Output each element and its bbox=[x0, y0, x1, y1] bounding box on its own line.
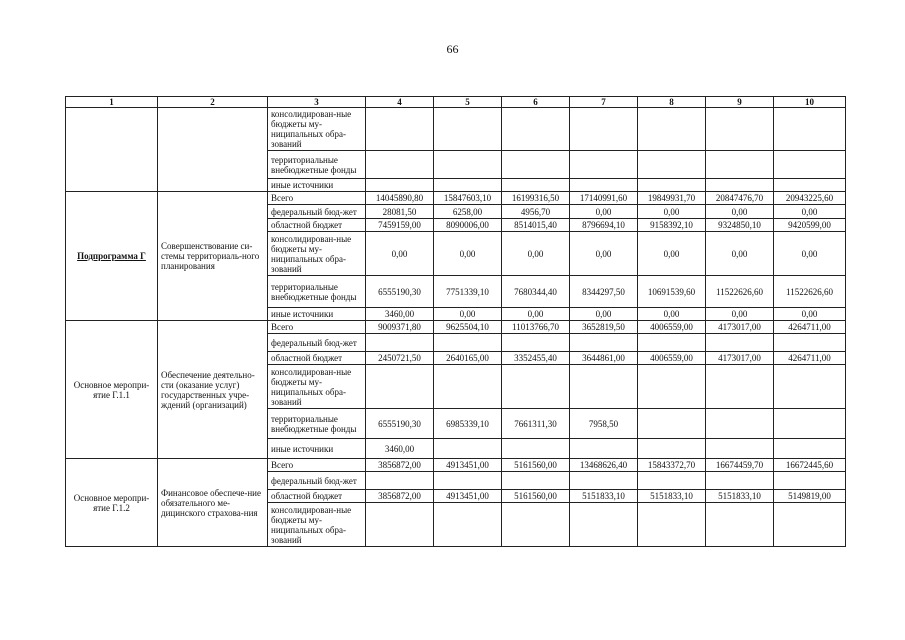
table-row bbox=[66, 459, 846, 472]
funding-source-cell: Всего bbox=[268, 192, 366, 205]
value-cell: 0,00 bbox=[434, 232, 502, 276]
value-cell: 8090006,00 bbox=[434, 219, 502, 232]
funding-source-cell: областной бюджет bbox=[268, 490, 366, 503]
program-name-cell: Основное меропри-ятие Г.1.2 bbox=[66, 459, 158, 547]
funding-source-cell: Всего bbox=[268, 321, 366, 334]
value-cell: 4006559,00 bbox=[638, 321, 706, 334]
value-cell: 11522626,60 bbox=[706, 276, 774, 308]
value-cell: 16199316,50 bbox=[502, 192, 570, 205]
value-cell bbox=[570, 472, 638, 490]
value-cell: 2450721,50 bbox=[366, 352, 434, 365]
value-cell bbox=[366, 151, 434, 179]
funding-source-cell: федеральный бюд-жет bbox=[268, 205, 366, 219]
value-cell bbox=[502, 365, 570, 409]
value-cell bbox=[774, 503, 846, 547]
table-row bbox=[66, 108, 846, 151]
value-cell bbox=[774, 365, 846, 409]
value-cell bbox=[502, 179, 570, 192]
value-cell bbox=[774, 439, 846, 459]
value-cell: 0,00 bbox=[774, 205, 846, 219]
header-cell: 9 bbox=[706, 97, 774, 108]
value-cell: 19849931,70 bbox=[638, 192, 706, 205]
value-cell bbox=[366, 179, 434, 192]
table-row bbox=[66, 192, 846, 205]
value-cell: 9324850,10 bbox=[706, 219, 774, 232]
funding-source-cell: консолидирован-ные бюджеты му-ниципальных обра-зований bbox=[268, 503, 366, 547]
value-cell bbox=[434, 108, 502, 151]
value-cell bbox=[706, 151, 774, 179]
value-cell: 13468626,40 bbox=[570, 459, 638, 472]
value-cell bbox=[638, 409, 706, 439]
header-cell: 1 bbox=[66, 97, 158, 108]
value-cell bbox=[638, 472, 706, 490]
value-cell: 0,00 bbox=[638, 205, 706, 219]
value-cell: 28081,50 bbox=[366, 205, 434, 219]
value-cell: 0,00 bbox=[366, 232, 434, 276]
value-cell bbox=[638, 365, 706, 409]
value-cell: 9158392,10 bbox=[638, 219, 706, 232]
value-cell bbox=[774, 108, 846, 151]
funding-source-cell: областной бюджет bbox=[268, 352, 366, 365]
funding-source-cell: областной бюджет bbox=[268, 219, 366, 232]
value-cell: 3856872,00 bbox=[366, 459, 434, 472]
budget-table bbox=[65, 96, 846, 547]
value-cell bbox=[434, 503, 502, 547]
header-cell: 3 bbox=[268, 97, 366, 108]
value-cell: 15843372,70 bbox=[638, 459, 706, 472]
program-description-cell: Финансовое обеспече-ние обязательного ме-дицинского страхова-ния bbox=[158, 459, 268, 547]
value-cell: 16672445,60 bbox=[774, 459, 846, 472]
value-cell bbox=[638, 334, 706, 352]
value-cell: 3460,00 bbox=[366, 308, 434, 321]
value-cell bbox=[366, 334, 434, 352]
value-cell: 0,00 bbox=[638, 232, 706, 276]
value-cell: 0,00 bbox=[638, 308, 706, 321]
value-cell: 3652819,50 bbox=[570, 321, 638, 334]
value-cell: 20847476,70 bbox=[706, 192, 774, 205]
value-cell: 14045890,80 bbox=[366, 192, 434, 205]
value-cell bbox=[706, 409, 774, 439]
value-cell bbox=[366, 108, 434, 151]
value-cell bbox=[434, 439, 502, 459]
value-cell bbox=[638, 439, 706, 459]
value-cell: 0,00 bbox=[570, 205, 638, 219]
value-cell: 4913451,00 bbox=[434, 490, 502, 503]
table-row bbox=[66, 321, 846, 334]
value-cell bbox=[502, 503, 570, 547]
value-cell: 4264711,00 bbox=[774, 321, 846, 334]
value-cell: 3460,00 bbox=[366, 439, 434, 459]
value-cell bbox=[570, 334, 638, 352]
header-cell: 7 bbox=[570, 97, 638, 108]
value-cell bbox=[570, 503, 638, 547]
value-cell: 4956,70 bbox=[502, 205, 570, 219]
value-cell: 5151833,10 bbox=[570, 490, 638, 503]
value-cell: 3856872,00 bbox=[366, 490, 434, 503]
value-cell: 7661311,30 bbox=[502, 409, 570, 439]
value-cell bbox=[638, 151, 706, 179]
value-cell bbox=[502, 472, 570, 490]
header-cell: 5 bbox=[434, 97, 502, 108]
value-cell bbox=[774, 151, 846, 179]
value-cell: 6258,00 bbox=[434, 205, 502, 219]
value-cell bbox=[638, 179, 706, 192]
header-cell: 8 bbox=[638, 97, 706, 108]
value-cell: 9009371,80 bbox=[366, 321, 434, 334]
value-cell bbox=[706, 334, 774, 352]
funding-source-cell: территориальные внебюджетные фонды bbox=[268, 151, 366, 179]
value-cell: 8514015,40 bbox=[502, 219, 570, 232]
value-cell: 3644861,00 bbox=[570, 352, 638, 365]
value-cell: 0,00 bbox=[434, 308, 502, 321]
value-cell: 15847603,10 bbox=[434, 192, 502, 205]
value-cell: 7958,50 bbox=[570, 409, 638, 439]
program-description-cell bbox=[158, 108, 268, 192]
program-description-cell: Совершенствование си-стемы территориаль-ного планирования bbox=[158, 192, 268, 321]
value-cell: 4006559,00 bbox=[638, 352, 706, 365]
value-cell: 0,00 bbox=[502, 308, 570, 321]
value-cell: 9625504,10 bbox=[434, 321, 502, 334]
value-cell: 11522626,60 bbox=[774, 276, 846, 308]
value-cell: 5161560,00 bbox=[502, 490, 570, 503]
value-cell: 5149819,00 bbox=[774, 490, 846, 503]
header-row bbox=[66, 97, 846, 108]
funding-source-cell: консолидирован-ные бюджеты му-ниципальных обра-зований bbox=[268, 365, 366, 409]
value-cell: 16674459,70 bbox=[706, 459, 774, 472]
value-cell bbox=[638, 503, 706, 547]
funding-source-cell: территориальные внебюджетные фонды bbox=[268, 276, 366, 308]
value-cell bbox=[434, 334, 502, 352]
value-cell bbox=[434, 179, 502, 192]
value-cell bbox=[502, 439, 570, 459]
value-cell: 0,00 bbox=[706, 308, 774, 321]
value-cell: 8796694,10 bbox=[570, 219, 638, 232]
value-cell bbox=[570, 108, 638, 151]
value-cell bbox=[434, 365, 502, 409]
header-cell: 10 bbox=[774, 97, 846, 108]
funding-source-cell: консолидирован-ные бюджеты му-ниципальных обра-зований bbox=[268, 232, 366, 276]
value-cell bbox=[502, 108, 570, 151]
funding-source-cell: консолидирован-ные бюджеты му-ниципальных обра-зований bbox=[268, 108, 366, 151]
value-cell: 5151833,10 bbox=[706, 490, 774, 503]
value-cell: 4913451,00 bbox=[434, 459, 502, 472]
header-cell: 6 bbox=[502, 97, 570, 108]
value-cell bbox=[706, 365, 774, 409]
funding-source-cell: Всего bbox=[268, 459, 366, 472]
value-cell: 17140991,60 bbox=[570, 192, 638, 205]
funding-source-cell: иные источники bbox=[268, 308, 366, 321]
header-cell: 2 bbox=[158, 97, 268, 108]
program-description-cell: Обеспечение деятельно-сти (оказание услуг) государственных учре-ждений (организаций) bbox=[158, 321, 268, 459]
value-cell: 4173017,00 bbox=[706, 352, 774, 365]
value-cell bbox=[774, 472, 846, 490]
value-cell: 4173017,00 bbox=[706, 321, 774, 334]
value-cell bbox=[570, 151, 638, 179]
value-cell bbox=[706, 503, 774, 547]
value-cell: 0,00 bbox=[774, 232, 846, 276]
value-cell: 0,00 bbox=[570, 308, 638, 321]
value-cell bbox=[774, 334, 846, 352]
value-cell bbox=[706, 439, 774, 459]
page-number: 66 bbox=[446, 42, 459, 56]
program-name-cell bbox=[66, 108, 158, 192]
value-cell: 3352455,40 bbox=[502, 352, 570, 365]
value-cell: 7459159,00 bbox=[366, 219, 434, 232]
value-cell: 9420599,00 bbox=[774, 219, 846, 232]
funding-source-cell: федеральный бюд-жет bbox=[268, 472, 366, 490]
value-cell bbox=[570, 179, 638, 192]
value-cell bbox=[434, 472, 502, 490]
value-cell bbox=[366, 472, 434, 490]
value-cell: 4264711,00 bbox=[774, 352, 846, 365]
header-cell: 4 bbox=[366, 97, 434, 108]
value-cell: 10691539,60 bbox=[638, 276, 706, 308]
value-cell: 11013766,70 bbox=[502, 321, 570, 334]
value-cell: 0,00 bbox=[706, 232, 774, 276]
funding-source-cell: иные источники bbox=[268, 179, 366, 192]
value-cell: 6985339,10 bbox=[434, 409, 502, 439]
value-cell bbox=[366, 503, 434, 547]
value-cell bbox=[638, 108, 706, 151]
value-cell bbox=[434, 151, 502, 179]
value-cell bbox=[502, 334, 570, 352]
value-cell: 8344297,50 bbox=[570, 276, 638, 308]
value-cell: 5151833,10 bbox=[638, 490, 706, 503]
value-cell bbox=[366, 365, 434, 409]
value-cell bbox=[774, 409, 846, 439]
value-cell: 5161560,00 bbox=[502, 459, 570, 472]
value-cell bbox=[570, 439, 638, 459]
value-cell: 7751339,10 bbox=[434, 276, 502, 308]
value-cell bbox=[570, 365, 638, 409]
funding-source-cell: территориальные внебюджетные фонды bbox=[268, 409, 366, 439]
value-cell: 0,00 bbox=[774, 308, 846, 321]
value-cell bbox=[774, 179, 846, 192]
value-cell: 7680344,40 bbox=[502, 276, 570, 308]
value-cell bbox=[706, 179, 774, 192]
program-name-cell: Основное меропри-ятие Г.1.1 bbox=[66, 321, 158, 459]
value-cell: 0,00 bbox=[502, 232, 570, 276]
value-cell bbox=[502, 151, 570, 179]
value-cell: 6555190,30 bbox=[366, 409, 434, 439]
value-cell: 20943225,60 bbox=[774, 192, 846, 205]
value-cell bbox=[706, 472, 774, 490]
value-cell bbox=[706, 108, 774, 151]
value-cell: 2640165,00 bbox=[434, 352, 502, 365]
value-cell: 6555190,30 bbox=[366, 276, 434, 308]
value-cell: 0,00 bbox=[570, 232, 638, 276]
funding-source-cell: федеральный бюд-жет bbox=[268, 334, 366, 352]
program-name-cell: Подпрограмма Г bbox=[66, 192, 158, 321]
value-cell: 0,00 bbox=[706, 205, 774, 219]
funding-source-cell: иные источники bbox=[268, 439, 366, 459]
